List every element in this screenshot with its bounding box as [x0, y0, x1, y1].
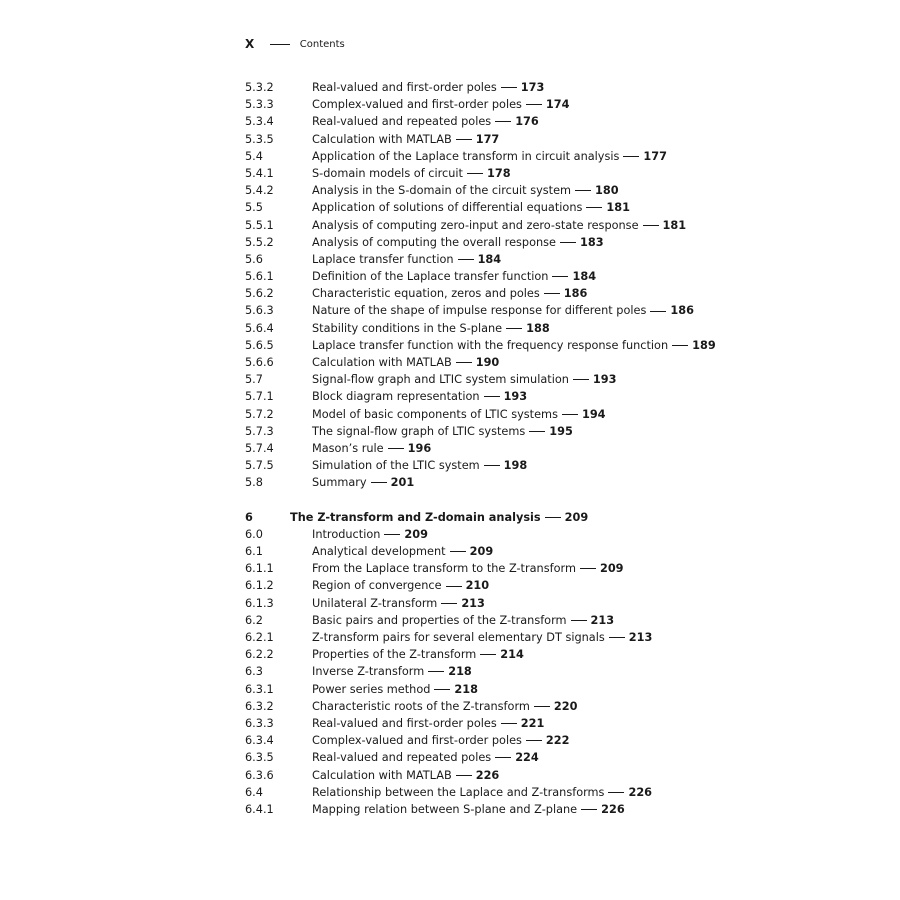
toc-entry-page: 184 — [572, 270, 597, 284]
toc-entry[interactable] — [245, 199, 805, 216]
toc-leader-dash — [384, 534, 400, 535]
toc-entry[interactable] — [245, 663, 805, 680]
toc-entry-page: 173 — [520, 81, 545, 94]
toc-leader-dash — [560, 242, 576, 243]
toc-leader-dash — [484, 465, 500, 466]
toc-entry[interactable] — [245, 79, 805, 96]
toc-entry-title: Analysis of computing zero-input and zero-state response — [312, 218, 639, 232]
toc-entry-text — [312, 698, 578, 715]
toc-entry-text — [312, 560, 624, 577]
toc-entry-text — [312, 320, 550, 337]
toc-entry-text — [312, 784, 652, 801]
toc-entry-title: Laplace transfer function with the frequency response function — [312, 338, 669, 352]
toc-entry-page: 174 — [545, 98, 570, 112]
toc-entry-number: 5.3.4 — [245, 115, 274, 129]
toc-entry-text — [312, 457, 527, 474]
toc-entry-page: 224 — [515, 751, 539, 765]
toc-entry-page: 213 — [628, 631, 653, 644]
toc-entry-title: Real-valued and repeated poles — [312, 115, 492, 129]
toc-entry-text — [312, 801, 625, 818]
toc-entry-number: 5.8 — [245, 476, 263, 490]
toc-leader-dash — [545, 517, 561, 518]
toc-entry-number: 5.3.5 — [245, 132, 274, 146]
toc-entry-title: Mapping relation between S-plane and Z-plane — [312, 802, 578, 816]
toc-spacer — [245, 492, 805, 509]
toc-entry-text — [312, 354, 499, 371]
toc-leader-dash — [458, 259, 474, 260]
toc-leader-dash — [456, 362, 472, 363]
toc-entry-text — [312, 663, 472, 680]
toc-entry-number: 6.4.1 — [245, 802, 274, 816]
toc-leader-dash — [586, 207, 602, 208]
toc-entry-number: 5.7.5 — [245, 459, 274, 473]
toc-leader-dash — [506, 328, 522, 329]
toc-entry-number: 6.3.2 — [245, 699, 274, 713]
toc-entry-title: Stability conditions in the S-plane — [312, 321, 503, 335]
toc-entry-number: 5.5 — [245, 201, 263, 215]
toc-entry-text — [312, 182, 619, 199]
toc-entry-number: 6.1.3 — [245, 596, 274, 610]
toc-entry-number: 5.6.5 — [245, 338, 274, 352]
toc-leader-dash — [456, 775, 472, 776]
toc-entry-page: 181 — [606, 201, 630, 215]
toc-entry-text — [312, 131, 499, 148]
toc-entry-page: 189 — [692, 338, 716, 352]
toc-entry-page: 196 — [407, 441, 432, 455]
toc-entry-title: Z-transform pairs for several elementary DT signals — [312, 631, 605, 644]
toc-leader-dash — [623, 156, 639, 157]
toc-entry-text — [312, 113, 539, 130]
toc-entry-number: 5.4.2 — [245, 184, 274, 198]
toc-entry-page: 222 — [545, 734, 570, 748]
toc-leader-dash — [450, 551, 466, 552]
toc-leader-dash — [573, 379, 589, 380]
toc-entry[interactable] — [245, 560, 805, 577]
toc-entry-text — [312, 406, 606, 423]
toc-entry-page: 213 — [590, 613, 615, 627]
toc-entry[interactable] — [245, 595, 805, 612]
toc-entry-text — [312, 285, 587, 302]
running-title: Contents — [299, 38, 345, 50]
toc-entry-title: Model of basic components of LTIC systems — [312, 407, 558, 421]
toc-entry-text — [312, 165, 511, 182]
toc-entry-title: Introduction — [312, 527, 381, 541]
toc-leader-dash — [575, 190, 591, 191]
toc-leader-dash — [526, 104, 542, 105]
toc-entry-number: 5.7.2 — [245, 407, 274, 421]
toc-entry-text — [290, 509, 588, 526]
toc-entry-page: 226 — [475, 768, 500, 782]
toc-entry-page: 213 — [461, 596, 485, 610]
header-rule — [270, 44, 290, 45]
toc-leader-dash — [544, 293, 560, 294]
toc-entry-page: 188 — [526, 321, 550, 335]
toc-entry-title: The Z-transform and Z-domain analysis — [290, 510, 541, 524]
toc-entry-text — [312, 388, 527, 405]
page-header — [245, 36, 345, 52]
toc-entry-number: 5.3.3 — [245, 98, 274, 112]
toc-entry-text — [312, 268, 596, 285]
toc-entry-title: Characteristic roots of the Z-transform — [312, 699, 530, 713]
toc-leader-dash — [467, 173, 483, 174]
toc-entry-number: 6.3.3 — [245, 716, 274, 730]
toc-entry-number: 5.6.4 — [245, 321, 274, 335]
toc-leader-dash — [609, 637, 625, 638]
toc-entry-page: 177 — [643, 149, 667, 163]
toc-entry-page: 226 — [628, 785, 653, 799]
toc-entry-title: Properties of the Z-transform — [312, 648, 477, 662]
toc-entry-text — [312, 612, 614, 629]
toc-entry-title: Complex-valued and first-order poles — [312, 734, 522, 748]
toc-leader-dash — [581, 809, 597, 810]
toc-entry-text — [312, 234, 604, 251]
toc-entry-title: Characteristic equation, zeros and poles — [312, 287, 540, 301]
toc-entry-title: Laplace transfer function — [312, 252, 454, 266]
toc-leader-dash — [456, 139, 472, 140]
toc-entry-number: 5.6 — [245, 252, 263, 266]
toc-entry-page: 210 — [465, 579, 490, 593]
toc-entry[interactable] — [245, 457, 805, 474]
toc-entry-number: 6.3 — [245, 665, 263, 679]
toc-entry-number: 5.6.3 — [245, 304, 274, 318]
toc-entry[interactable] — [245, 767, 805, 784]
toc-leader-dash — [428, 671, 444, 672]
toc-entry-title: Region of convergence — [312, 579, 442, 593]
toc-entry-text — [312, 423, 573, 440]
toc-leader-dash — [446, 586, 462, 587]
table-of-contents — [245, 79, 805, 818]
toc-entry-number: 6.3.4 — [245, 734, 274, 748]
toc-leader-dash — [580, 568, 596, 569]
toc-entry[interactable] — [245, 354, 805, 371]
toc-entry-title: Inverse Z-transform — [312, 665, 425, 679]
toc-leader-dash — [501, 87, 517, 88]
toc-entry[interactable] — [245, 96, 805, 113]
toc-entry-title: Complex-valued and first-order poles — [312, 98, 522, 112]
toc-entry-page: 221 — [520, 716, 545, 730]
toc-entry[interactable] — [245, 131, 805, 148]
toc-entry-number: 5.7 — [245, 373, 263, 387]
toc-entry[interactable] — [245, 715, 805, 732]
toc-entry[interactable] — [245, 251, 805, 268]
toc-entry-page: 195 — [549, 424, 573, 438]
toc-entry-number: 6 — [245, 510, 253, 524]
toc-entry-title: Calculation with MATLAB — [312, 356, 452, 369]
toc-entry-title: Unilateral Z-transform — [312, 596, 438, 610]
toc-entry-number: 6.3.1 — [245, 682, 274, 696]
toc-leader-dash — [501, 723, 517, 724]
toc-entry-number: 6.1.1 — [245, 562, 274, 576]
toc-leader-dash — [529, 431, 545, 432]
toc-entry-number: 6.3.6 — [245, 768, 274, 782]
toc-leader-dash — [672, 345, 688, 346]
toc-entry-page: 193 — [503, 390, 528, 404]
toc-entry-text — [312, 440, 431, 457]
toc-entry-page: 226 — [601, 802, 625, 816]
toc-entry-page: 194 — [581, 407, 606, 421]
toc-entry[interactable] — [245, 732, 805, 749]
toc-leader-dash — [534, 706, 550, 707]
toc-entry-text — [312, 474, 414, 491]
toc-entry-text — [312, 646, 524, 663]
toc-entry-number: 5.4.1 — [245, 166, 274, 180]
toc-entry-page: 209 — [404, 527, 429, 541]
toc-entry-title: Signal-flow graph and LTIC system simulation — [312, 373, 569, 387]
toc-entry-title: Block diagram representation — [312, 390, 480, 404]
toc-entry-title: Calculation with MATLAB — [312, 132, 452, 146]
toc-leader-dash — [388, 448, 404, 449]
toc-entry[interactable] — [245, 646, 805, 663]
toc-entry[interactable] — [245, 113, 805, 130]
toc-leader-dash — [526, 740, 542, 741]
toc-entry-title: Analytical development — [312, 545, 446, 559]
toc-entry-number: 5.5.2 — [245, 235, 274, 249]
toc-entry[interactable] — [245, 234, 805, 251]
toc-entry-text — [312, 96, 570, 113]
toc-leader-dash — [571, 620, 587, 621]
toc-entry[interactable] — [245, 165, 805, 182]
toc-entry[interactable] — [245, 681, 805, 698]
toc-entry-text — [312, 251, 501, 268]
toc-leader-dash — [495, 757, 511, 758]
toc-entry-title: Application of the Laplace transform in circuit analysis — [312, 149, 620, 163]
toc-entry-number: 6.4 — [245, 785, 263, 799]
toc-leader-dash — [608, 792, 624, 793]
toc-entry-text — [312, 543, 493, 560]
toc-leader-dash — [643, 225, 659, 226]
toc-entry[interactable] — [245, 406, 805, 423]
toc-entry-page: 176 — [515, 115, 539, 129]
toc-entry-title: Nature of the shape of impulse response for different poles — [312, 304, 647, 318]
toc-entry[interactable] — [245, 440, 805, 457]
toc-entry[interactable] — [245, 423, 805, 440]
toc-entry-page: 209 — [564, 510, 589, 524]
toc-entry[interactable] — [245, 629, 805, 646]
toc-entry-page: 190 — [475, 356, 500, 369]
toc-entry-page: 181 — [662, 218, 687, 232]
toc-entry-title: Analysis of computing the overall response — [312, 235, 556, 249]
toc-entry-page: 180 — [595, 184, 619, 198]
toc-entry[interactable] — [245, 148, 805, 165]
toc-entry-title: Mason’s rule — [312, 441, 384, 455]
toc-entry[interactable] — [245, 302, 805, 319]
toc-entry-title: Calculation with MATLAB — [312, 768, 452, 782]
toc-entry-number: 5.7.4 — [245, 441, 274, 455]
toc-entry-page: 214 — [500, 648, 524, 662]
toc-entry-title: Summary — [312, 476, 367, 490]
toc-leader-dash — [484, 396, 500, 397]
toc-entry[interactable] — [245, 388, 805, 405]
toc-entry-page: 183 — [580, 235, 604, 249]
toc-entry-number: 6.2.1 — [245, 631, 274, 644]
toc-leader-dash — [552, 276, 568, 277]
toc-entry-number: 6.1 — [245, 545, 263, 559]
toc-entry-page: 218 — [448, 665, 472, 679]
toc-entry[interactable] — [245, 526, 805, 543]
toc-entry[interactable] — [245, 182, 805, 199]
toc-entry-title: Real-valued and first-order poles — [312, 716, 497, 730]
toc-entry-number: 5.6.2 — [245, 287, 274, 301]
toc-entry-number: 5.7.3 — [245, 424, 274, 438]
toc-entry-page: 193 — [592, 373, 617, 387]
toc-leader-dash — [480, 654, 496, 655]
toc-entry[interactable] — [245, 543, 805, 560]
toc-entry-title: Analysis in the S-domain of the circuit system — [312, 184, 572, 198]
toc-entry-number: 5.3.2 — [245, 81, 274, 94]
toc-entry-title: Real-valued and repeated poles — [312, 751, 492, 765]
toc-entry-title: Power series method — [312, 682, 431, 696]
toc-entry-title: Simulation of the LTIC system — [312, 459, 480, 473]
toc-entry-text — [312, 767, 499, 784]
toc-entry-text — [312, 79, 544, 96]
toc-entry-title: S-domain models of circuit — [312, 166, 463, 180]
toc-entry-number: 5.7.1 — [245, 390, 274, 404]
toc-entry[interactable] — [245, 474, 805, 491]
toc-leader-dash — [371, 482, 387, 483]
toc-entry-text — [312, 749, 539, 766]
toc-entry-text — [312, 715, 544, 732]
toc-entry-number: 5.4 — [245, 149, 263, 163]
toc-leader-dash — [434, 689, 450, 690]
toc-entry-text — [312, 199, 630, 216]
toc-entry[interactable] — [245, 577, 805, 594]
toc-entry-text — [312, 732, 570, 749]
toc-entry-text — [312, 217, 686, 234]
toc-entry[interactable] — [245, 217, 805, 234]
toc-entry-text — [312, 302, 694, 319]
toc-entry-text — [312, 629, 652, 646]
toc-entry-text — [312, 577, 489, 594]
toc-entry-page: 209 — [469, 545, 494, 559]
toc-entry-text — [312, 148, 667, 165]
toc-entry-page: 201 — [390, 476, 415, 490]
toc-entry-title: From the Laplace transform to the Z-transform — [312, 562, 576, 576]
toc-entry-text — [312, 526, 428, 543]
toc-leader-dash — [562, 414, 578, 415]
toc-entry-number: 6.2 — [245, 613, 263, 627]
toc-leader-dash — [441, 603, 457, 604]
toc-entry[interactable] — [245, 698, 805, 715]
toc-entry-text — [312, 595, 485, 612]
toc-entry-page: 177 — [475, 132, 500, 146]
toc-entry-page: 198 — [503, 459, 528, 473]
toc-entry[interactable] — [245, 801, 805, 818]
toc-entry-number: 6.2.2 — [245, 648, 274, 662]
toc-entry[interactable] — [245, 612, 805, 629]
toc-entry-text — [312, 681, 478, 698]
toc-entry-number: 5.6.6 — [245, 356, 274, 369]
toc-entry-page: 209 — [599, 562, 624, 576]
toc-entry-number: 6.0 — [245, 527, 263, 541]
toc-entry-number: 6.1.2 — [245, 579, 274, 593]
toc-entry[interactable] — [245, 337, 805, 354]
toc-entry-number: 5.6.1 — [245, 270, 274, 284]
toc-entry-text — [312, 337, 716, 354]
toc-entry-number: 5.5.1 — [245, 218, 274, 232]
toc-entry[interactable] — [245, 371, 805, 388]
toc-entry[interactable] — [245, 784, 805, 801]
toc-entry-title: Relationship between the Laplace and Z-transforms — [312, 785, 605, 799]
page-number: X — [245, 37, 255, 51]
toc-entry[interactable] — [245, 749, 805, 766]
toc-entry-page: 220 — [553, 699, 578, 713]
toc-leader-dash — [650, 311, 666, 312]
toc-entry-page: 218 — [454, 682, 479, 696]
toc-chapter-entry[interactable] — [245, 509, 805, 526]
toc-entry-title: Definition of the Laplace transfer function — [312, 270, 549, 284]
toc-entry-title: The signal-flow graph of LTIC systems — [312, 424, 526, 438]
toc-entry-title: Application of solutions of differential equations — [312, 201, 583, 215]
toc-entry-number: 6.3.5 — [245, 751, 274, 765]
toc-entry-page: 178 — [486, 166, 511, 180]
toc-entry[interactable] — [245, 268, 805, 285]
toc-entry-page: 186 — [670, 304, 694, 318]
toc-leader-dash — [495, 121, 511, 122]
toc-entry-page: 186 — [563, 287, 588, 301]
toc-entry-page: 184 — [477, 252, 502, 266]
toc-entry-text — [312, 371, 617, 388]
toc-entry[interactable] — [245, 320, 805, 337]
toc-entry[interactable] — [245, 285, 805, 302]
toc-entry-title: Basic pairs and properties of the Z-transform — [312, 613, 567, 627]
toc-entry-title: Real-valued and first-order poles — [312, 81, 497, 94]
